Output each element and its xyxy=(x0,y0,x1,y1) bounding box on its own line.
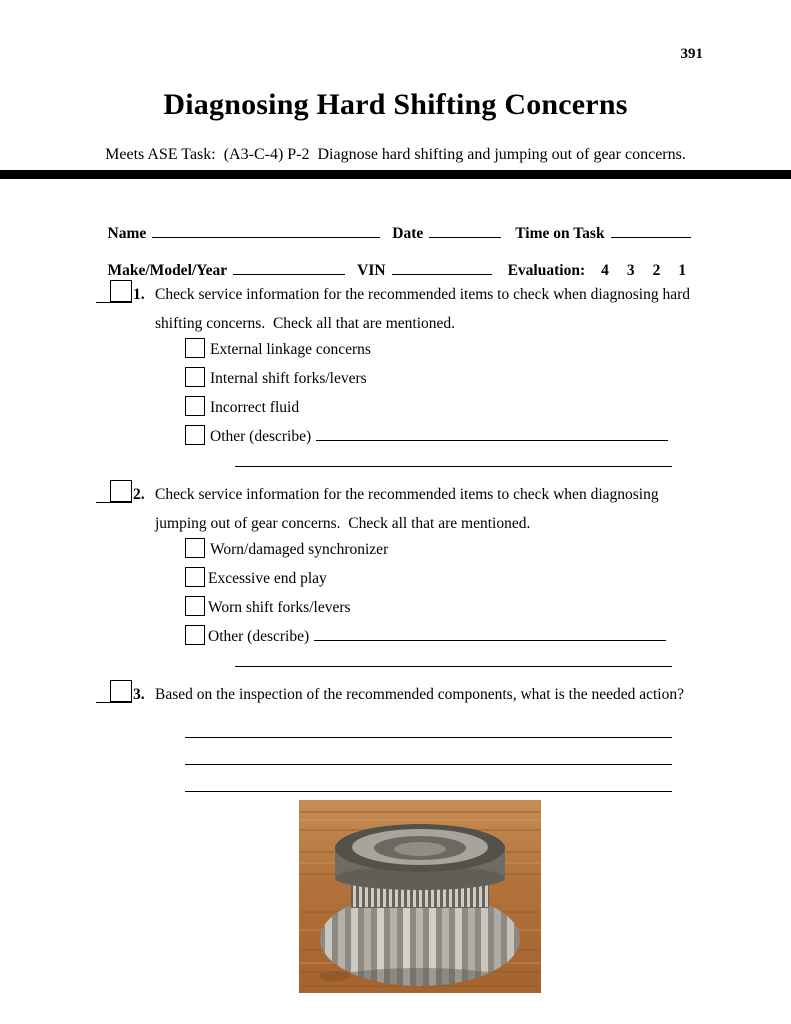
other-blank-line xyxy=(316,428,668,441)
question-2-checkbox xyxy=(96,480,132,503)
option-checkbox xyxy=(185,396,205,416)
question-2-text-line2: jumping out of gear concerns. Check all that are mentioned. xyxy=(155,515,531,532)
vin-blank-line xyxy=(392,262,492,275)
option-label: Excessive end play xyxy=(208,570,327,587)
make-model-year-label: Make/Model/Year xyxy=(107,262,228,280)
option-checkbox xyxy=(185,538,205,558)
option-checkbox xyxy=(185,625,205,645)
evaluation-score-4: 4 xyxy=(601,262,609,280)
question-3-checkbox xyxy=(96,680,132,703)
option-label: External linkage concerns xyxy=(210,341,371,358)
option-checkbox xyxy=(185,367,205,387)
ase-task-line: Meets ASE Task: (A3-C-4) P-2 Diagnose hard shifting and jumping out of gear concerns. xyxy=(105,146,686,163)
question-1-number: 1. xyxy=(133,286,145,303)
option-label: Incorrect fluid xyxy=(210,399,300,416)
option-checkbox xyxy=(185,567,205,587)
checkbox-square xyxy=(110,680,132,702)
vin-label: VIN xyxy=(357,262,386,280)
question-1-text-line1: Check service information for the recommended items to check when diagnosing hard xyxy=(155,286,691,303)
evaluation-score-3: 3 xyxy=(626,262,635,280)
gear-photo xyxy=(299,800,541,993)
option-checkbox xyxy=(185,596,205,616)
option-label-other xyxy=(208,628,666,646)
date-blank-line xyxy=(429,225,501,238)
question-3-text-line1: Based on the inspection of the recommended components, what is the needed action? xyxy=(155,686,684,703)
divider-rule xyxy=(0,170,791,179)
name-label: Name xyxy=(107,225,147,243)
option-label: Worn/damaged synchronizer xyxy=(210,541,389,558)
continuation-blank-line xyxy=(235,666,672,667)
question-1-checkbox xyxy=(96,280,132,303)
question-1 xyxy=(0,280,791,480)
checkbox-square xyxy=(110,280,132,302)
option-label: Worn shift forks/levers xyxy=(208,599,351,616)
answer-blank-line xyxy=(185,791,672,792)
option-checkbox xyxy=(185,425,205,445)
other-blank-line xyxy=(314,628,666,641)
option-label-other xyxy=(210,428,668,446)
time-on-task-label: Time on Task xyxy=(515,225,605,243)
name-blank-line xyxy=(152,225,380,238)
question-3 xyxy=(0,680,791,810)
continuation-blank-line xyxy=(235,466,672,467)
answer-blank-line xyxy=(185,737,672,738)
question-3-number: 3. xyxy=(133,686,145,703)
page-title: Diagnosing Hard Shifting Concerns xyxy=(163,88,628,121)
option-label: Other (describe) xyxy=(208,628,310,646)
date-label: Date xyxy=(392,225,424,243)
time-on-task-blank-line xyxy=(611,225,691,238)
option-label: Other (describe) xyxy=(210,428,312,446)
checkbox-square xyxy=(110,480,132,502)
evaluation-label: Evaluation: xyxy=(507,262,586,280)
question-1-text-line2: shifting concerns. Check all that are mentioned. xyxy=(155,315,456,332)
option-checkbox xyxy=(185,338,205,358)
answer-blank-line xyxy=(185,764,672,765)
question-2-number: 2. xyxy=(133,486,145,503)
question-2-text-line1: Check service information for the recommended items to check when diagnosing xyxy=(155,486,659,503)
option-label: Internal shift forks/levers xyxy=(210,370,367,387)
make-model-year-blank-line xyxy=(233,262,345,275)
question-2 xyxy=(0,480,791,680)
page-number: 391 xyxy=(680,46,703,62)
evaluation-score-1: 1 xyxy=(678,262,687,280)
evaluation-score-2: 2 xyxy=(652,262,661,280)
